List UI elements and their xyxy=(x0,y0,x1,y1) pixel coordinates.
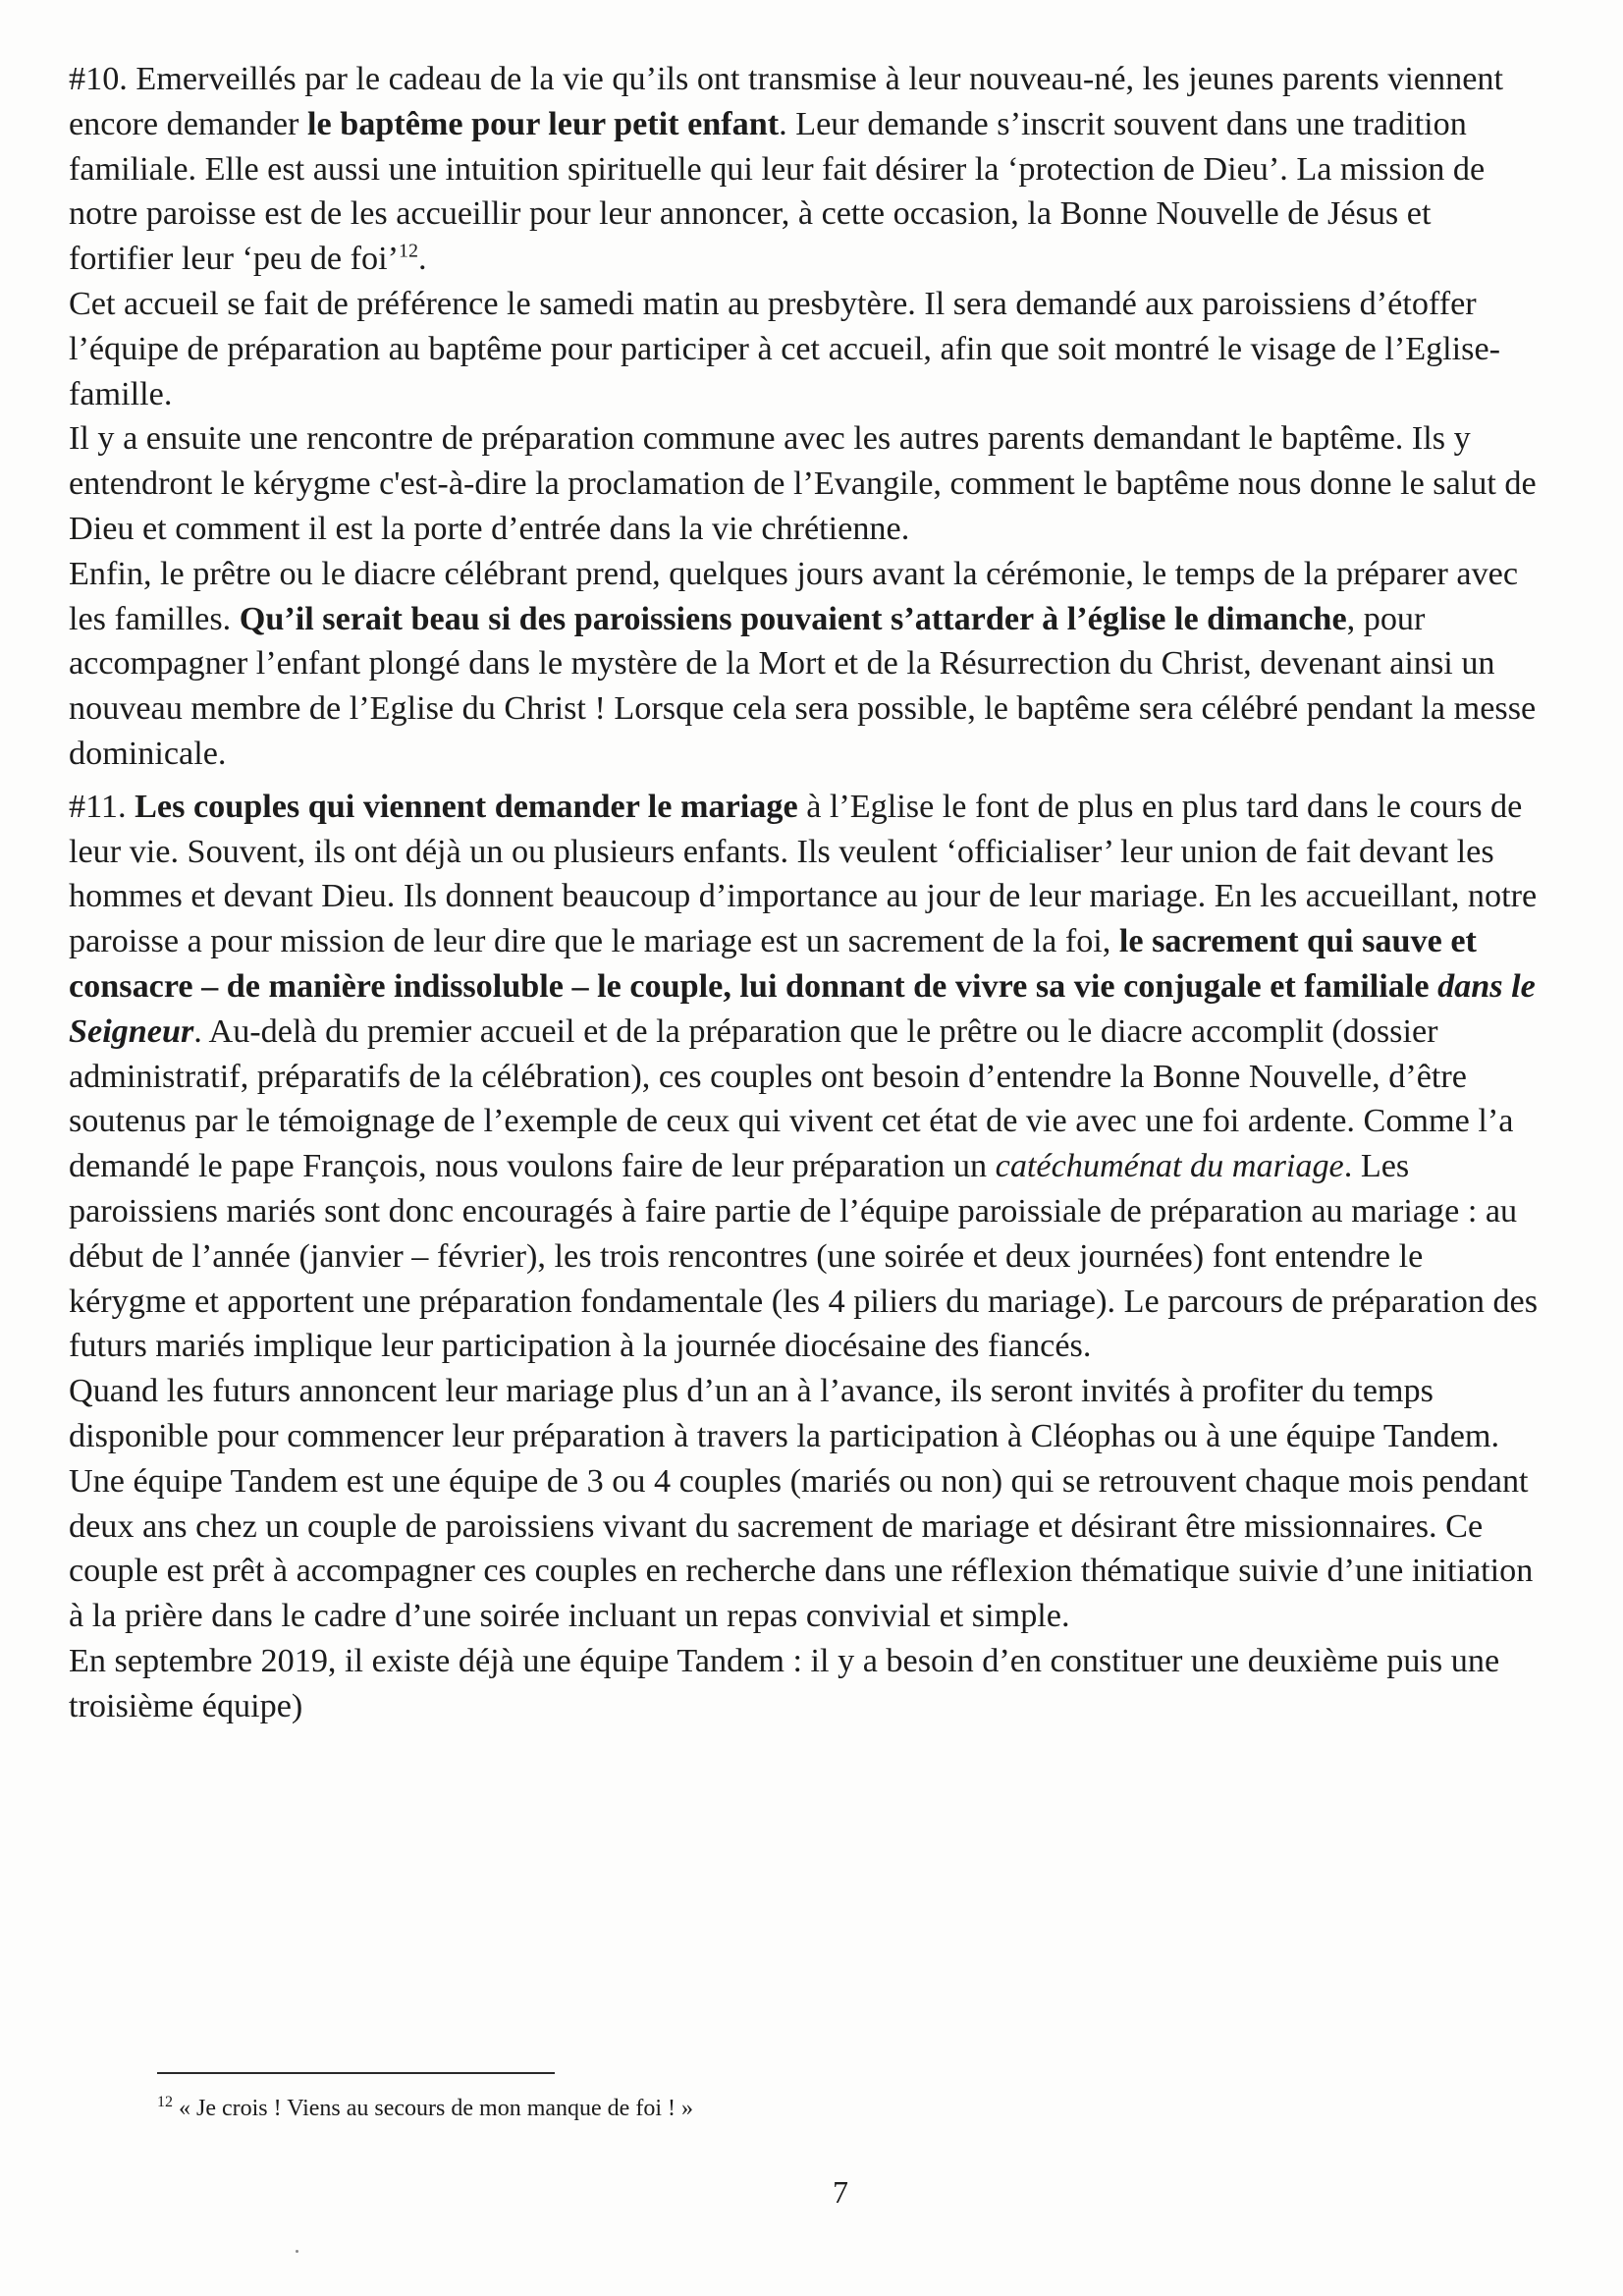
emphasis-text: le baptême pour leur petit enfant xyxy=(306,105,780,142)
emphasis-text: le sacrement qui sauve et consacre – de manière indissoluble – le couple, lui donnant de vivre sa vie conjugale et familiale xyxy=(69,923,1477,1005)
scan-speck xyxy=(296,2250,298,2253)
text-run: Il y a ensuite une rencontre de préparation commune avec les autres parents demandant le baptême. Ils y entendront le kérygme c'est-à-dire la proclamation de l’Evangile, comment le baptême nous donne le salut de Dieu et comment il est la porte d’entrée dans la vie chrétienne. xyxy=(69,420,1537,547)
text-run: à l’Eglise le font de plus en plus tard dans le cours de leur vie. Souvent, ils ont déjà un ou plusieurs enfants. Ils veulent ‘officialiser’ leur union de fait devant les hommes et devant Dieu. Ils donnent beaucoup d’importance au jour de leur mariage. En les accueillant, notre paroisse a pour mission de leur dire que le mariage est un sacrement de la foi, xyxy=(69,788,1538,960)
emphasis-text: Qu’il serait beau si des paroissiens pouvaient s’attarder à l’église le dimanche xyxy=(239,600,1347,637)
italic-text: catéchuménat du mariage xyxy=(995,1148,1344,1185)
paragraph-p10c xyxy=(69,416,1542,551)
text-run: , pour accompagner l’enfant plongé dans le mystère de la Mort et de la Résurrection du Christ, devenant ainsi un nouveau membre de l’Eglise du Christ ! Lorsque cela sera possible, le baptême sera célébré pendant la messe dominicale. xyxy=(69,600,1537,772)
paragraph-p11c xyxy=(69,1639,1542,1729)
page-number: 7 xyxy=(833,2174,848,2210)
text-run: En septembre 2019, il existe déjà une équipe Tandem : il y a besoin d’en constituer une deuxième puis une troisième équipe) xyxy=(69,1642,1500,1724)
text-run: . Leur demande s’inscrit souvent dans une tradition familiale. Elle est aussi une intuition spirituelle qui leur fait désirer la ‘protection de Dieu’. La mission de notre paroisse est de les accueillir pour leur annoncer, à cette occasion, la Bonne Nouvelle de Jésus et fortifier leur ‘peu de foi’ xyxy=(69,105,1486,278)
paragraph-p11 xyxy=(69,785,1542,1369)
paragraph-p10d xyxy=(69,552,1542,777)
emphasis-text: dans le Seigneur xyxy=(69,967,1536,1050)
text-run: . Les paroissiens mariés sont donc encouragés à faire partie de l’équipe paroissiale de préparation au mariage : au début de l’année (janvier – février), les trois rencontres (une soirée et deux journées) font entendre le kérygme et apportent une préparation fondamentale (les 4 piliers du mariage). Le parcours de préparation des futurs mariés implique leur participation à la journée diocésaine des fiancés. xyxy=(69,1148,1539,1365)
footnote xyxy=(157,2094,693,2123)
text-run: . Au-delà du premier accueil et de la préparation que le prêtre ou le diacre accomplit (dossier administratif, préparatifs de la célébration), ces couples ont besoin d’entendre la Bonne Nouvelle, d’être soutenus par le témoignage de l’exemple de ceux qui vivent cet état de vie avec une foi ardente. Comme l’a demandé le pape François, nous voulons faire de leur préparation un xyxy=(69,1012,1514,1185)
document-body xyxy=(69,57,1542,1728)
paragraph-list xyxy=(69,57,1542,1728)
paragraph-p11b xyxy=(69,1369,1542,1639)
text-run: #10. Emerveillés par le cadeau de la vie qu’ils ont transmise à leur nouveau-né, les jeunes parents viennent encore demander xyxy=(69,61,1503,142)
text-run: . xyxy=(418,241,427,278)
text-run: #11. xyxy=(69,788,135,825)
footnote-number: 12 xyxy=(157,2094,173,2110)
text-run: Quand les futurs annoncent leur mariage plus d’un an à l’avance, ils seront invités à profiter du temps disponible pour commencer leur préparation à travers la participation à Cléophas ou à une équipe Tandem. Une équipe Tandem est une équipe de 3 ou 4 couples (mariés ou non) qui se retrouvent chaque mois pendant deux ans chez un couple de paroissiens vivant du sacrement de mariage et désirant être missionnaires. Ce couple est prêt à accompagner ces couples en recherche dans une réflexion thématique suivie d’une initiation à la prière dans le cadre d’une soirée incluant un repas convivial et simple. xyxy=(69,1373,1534,1635)
paragraph-p10b xyxy=(69,282,1542,416)
text-run: Cet accueil se fait de préférence le samedi matin au presbytère. Il sera demandé aux paroissiens d’étoffer l’équipe de préparation au baptême pour participer à cet accueil, afin que soit montré le visage de l’Eglise-famille. xyxy=(69,285,1501,412)
footnote-separator xyxy=(157,2072,555,2074)
paragraph-p10 xyxy=(69,57,1542,282)
footnote-text: « Je crois ! Viens au secours de mon manque de foi ! » xyxy=(179,2096,693,2121)
footnote-ref: 12 xyxy=(399,240,419,262)
emphasis-text: Les couples qui viennent demander le mariage xyxy=(135,788,798,825)
text-run: Enfin, le prêtre ou le diacre célébrant prend, quelques jours avant la cérémonie, le temps de la préparer avec les familles. xyxy=(69,555,1519,637)
